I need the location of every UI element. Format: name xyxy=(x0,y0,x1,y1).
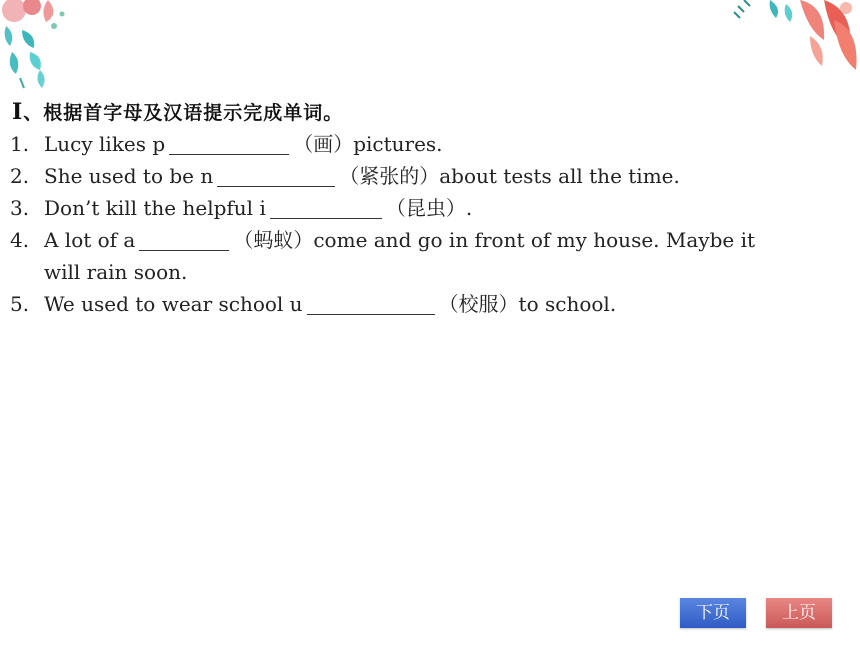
question-4-continuation: will rain soon. xyxy=(44,260,188,284)
floral-decoration-left xyxy=(0,0,90,90)
question-text: We used to wear school u xyxy=(44,292,303,316)
question-text: Don’t kill the helpful i xyxy=(44,196,266,220)
section-instruction: 、根据首字母及汉语提示完成单词。 xyxy=(23,102,344,124)
floral-decoration-right xyxy=(730,0,860,75)
section-title xyxy=(12,98,343,125)
question-text: She used to be n xyxy=(44,164,214,188)
question-hint: （紧张的）about tests all the time. xyxy=(339,164,680,188)
question-3 xyxy=(10,192,472,224)
answer-blank[interactable] xyxy=(169,134,289,155)
question-number: 3. xyxy=(10,196,30,220)
answer-blank[interactable] xyxy=(307,294,435,315)
question-5 xyxy=(10,288,616,320)
question-hint: （校服）to school. xyxy=(438,292,617,316)
previous-page-button[interactable]: 上页 xyxy=(766,598,832,628)
question-hint: （画）pictures. xyxy=(293,132,443,156)
answer-blank[interactable] xyxy=(270,198,382,219)
question-number: 4. xyxy=(10,228,30,252)
section-roman-numeral: I xyxy=(12,99,24,125)
question-text: A lot of a xyxy=(44,228,136,252)
question-2 xyxy=(10,160,680,192)
question-number: 1. xyxy=(10,132,30,156)
question-hint: （蚂蚁）come and go in front of my house. Maybe it xyxy=(233,228,756,252)
question-number: 5. xyxy=(10,292,30,316)
question-text: Lucy likes p xyxy=(44,132,166,156)
question-1 xyxy=(10,128,443,160)
answer-blank[interactable] xyxy=(217,166,335,187)
answer-blank[interactable] xyxy=(139,230,229,251)
question-number: 2. xyxy=(10,164,30,188)
next-page-button[interactable]: 下页 xyxy=(680,598,746,628)
question-hint: （昆虫）. xyxy=(385,196,473,220)
question-4 xyxy=(10,224,755,256)
